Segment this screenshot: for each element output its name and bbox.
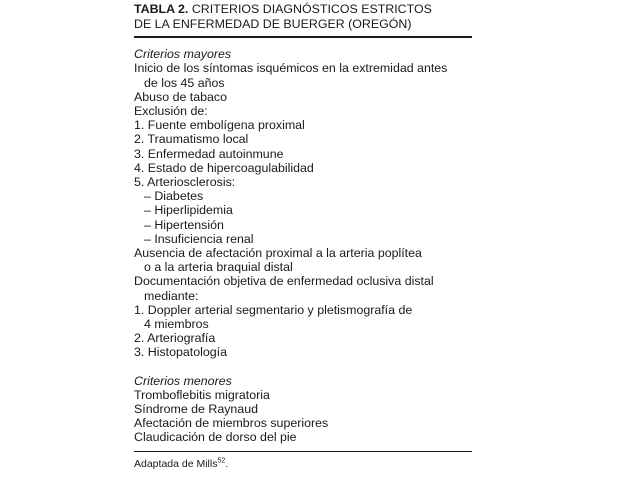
minor-item: Tromboflebitis migratoria: [134, 387, 270, 402]
arteriosclerosis-subitem: – Hipertensión: [144, 217, 224, 232]
absence-line-2: o a la arteria braquial distal: [144, 260, 293, 275]
source-reference: 52: [217, 457, 226, 465]
arteriosclerosis-subitem: – Insuficiencia renal: [144, 231, 254, 246]
documentation-item: 1. Doppler arterial segmentario y pletismografía de: [134, 302, 413, 317]
arteriosclerosis-subitem: – Diabetes: [144, 189, 204, 204]
title-line-2: DE LA ENFERMEDAD DE BUERGER (OREGÓN): [134, 16, 412, 31]
documentation-line-1: Documentación objetiva de enfermedad oclusiva distal: [134, 274, 434, 289]
documentation-item: 3. Histopatología: [134, 345, 227, 360]
table-label: TABLA 2.: [134, 2, 189, 16]
exclusion-item: 1. Fuente embolígena proximal: [134, 118, 305, 133]
minor-item: Síndrome de Raynaud: [134, 402, 258, 417]
arteriosclerosis-subitem: – Hiperlipidemia: [144, 203, 233, 218]
exclusion-item: 4. Estado de hipercoagulabilidad: [134, 160, 314, 175]
bottom-rule: [134, 451, 472, 453]
source-text: Adaptada de Mills: [134, 458, 218, 471]
major-criteria-heading: Criterios mayores: [134, 47, 232, 62]
absence-line-1: Ausencia de afectación proximal a la arteria poplítea: [134, 246, 422, 261]
tobacco-line: Abuso de tabaco: [134, 89, 228, 104]
onset-line-2: de los 45 años: [144, 75, 225, 90]
exclusion-line: Exclusión de:: [134, 104, 208, 118]
source-note: [134, 457, 472, 471]
documentation-item-cont: 4 miembros: [144, 317, 209, 332]
table-document: [134, 0, 472, 471]
onset-line-1: Inicio de los síntomas isquémicos en la extremidad antes: [134, 61, 448, 76]
minor-item: Claudicación de dorso del pie: [134, 430, 297, 445]
exclusion-item: 5. Arteriosclerosis:: [134, 175, 236, 190]
minor-criteria-heading: Criterios menores: [134, 373, 232, 388]
exclusion-item: 2. Traumatismo local: [134, 132, 249, 147]
title-line-1: CRITERIOS DIAGNÓSTICOS ESTRICTOS: [191, 2, 432, 16]
exclusion-item: 3. Enfermedad autoinmune: [134, 146, 284, 161]
table-title: [134, 0, 472, 31]
documentation-line-2: mediante:: [144, 288, 199, 303]
documentation-item: 2. Arteriografía: [134, 331, 216, 346]
source-tail: .: [225, 458, 229, 471]
top-rule: [134, 36, 472, 38]
minor-item: Afectación de miembros superiores: [134, 416, 329, 431]
